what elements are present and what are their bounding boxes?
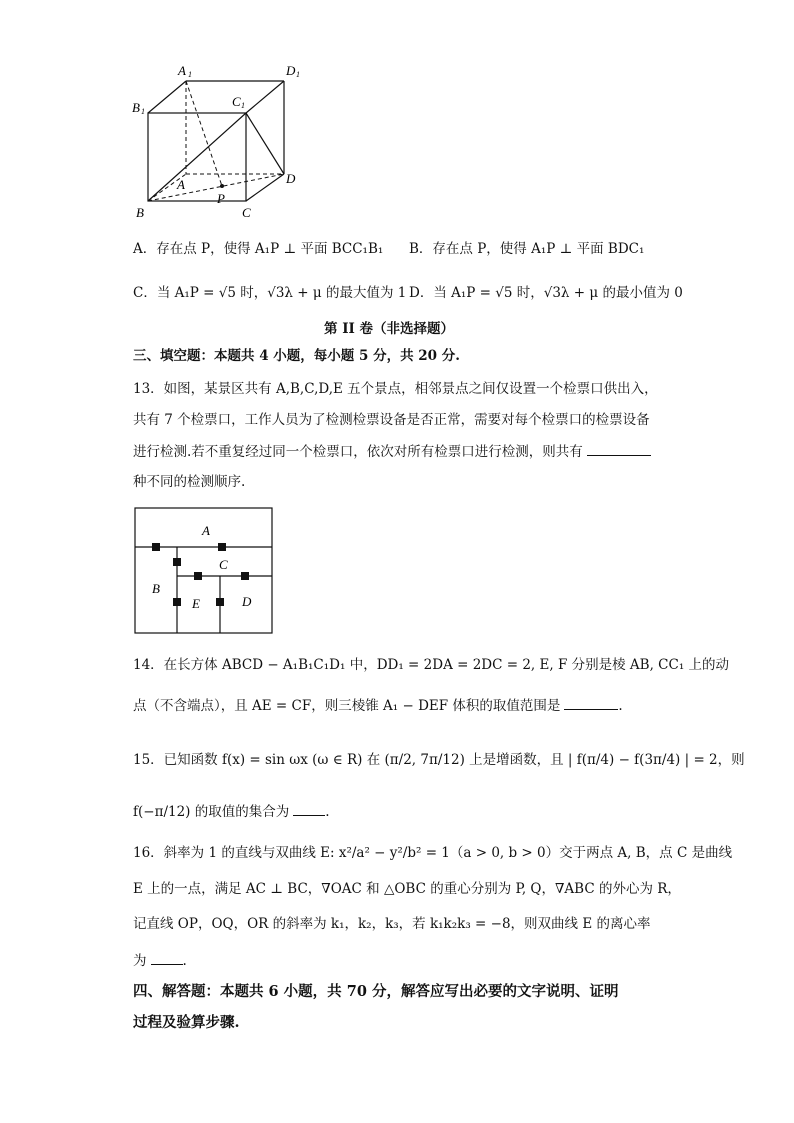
label-a: A xyxy=(177,177,185,192)
label-c: C xyxy=(242,205,251,220)
option-a: A．存在点 P，使得 A₁P ⊥ 平面 BCC₁B₁ xyxy=(133,241,384,257)
map-label-b: B xyxy=(152,581,160,596)
label-b1: B xyxy=(132,100,140,115)
q13-line3: 进行检测.若不重复经过同一个检票口，依次对所有检票口进行检测，则共有 xyxy=(133,441,651,462)
q15-line1: 15．已知函数 f(x) = sin ωx (ω ∈ R) 在 (π/2, 7π/12) 上是增函数，且 | f(π/4) − f(3π/4) | = 2，则 xyxy=(133,752,745,768)
map-label-d: D xyxy=(242,594,252,609)
q13-line2: 共有 7 个检票口，工作人员为了检测检票设备是否正常，需要对每个检票口的检票设备 xyxy=(133,412,650,428)
map-figure xyxy=(134,507,274,635)
option-c: C．当 A₁P = √5 时，√3λ + μ 的最大值为 1 xyxy=(133,285,407,301)
q14-blank xyxy=(564,695,618,710)
q14-line2: 点（不含端点），且 AE = CF，则三棱锥 A₁ − DEF 体积的取值范围是 . xyxy=(133,695,623,716)
point-p xyxy=(220,184,224,188)
cube-figure xyxy=(128,58,328,223)
q16-blank xyxy=(151,950,183,965)
q15-blank xyxy=(293,801,325,816)
option-d: D．当 A₁P = √5 时，√3λ + μ 的最小值为 0 xyxy=(409,285,683,301)
q16-line4: 为 . xyxy=(133,950,187,971)
label-b: B xyxy=(136,205,144,220)
q16-line3: 记直线 OP，OQ，OR 的斜率为 k₁，k₂，k₃，若 k₁k₂k₃ = −8，则双曲线 E 的离心率 xyxy=(133,916,651,932)
svg-text:1: 1 xyxy=(141,107,145,116)
svg-text:1: 1 xyxy=(296,70,300,79)
q16-line1: 16．斜率为 1 的直线与双曲线 E: x²/a² − y²/b² = 1（a > 0, b > 0）交于两点 A, B，点 C 是曲线 xyxy=(133,845,733,861)
q13-line4: 种不同的检测顺序. xyxy=(133,474,246,490)
section4-line1: 四、解答题：本题共 6 小题，共 70 分，解答应写出必要的文字说明、证明 xyxy=(133,983,619,1000)
q13-line1: 13．如图，某景区共有 A,B,C,D,E 五个景点，相邻景点之间仅设置一个检票口供出入， xyxy=(133,381,658,397)
section4-line2: 过程及验算步骤. xyxy=(133,1014,240,1031)
option-b: B．存在点 P，使得 A₁P ⊥ 平面 BDC₁ xyxy=(409,241,645,257)
label-p: P xyxy=(217,191,225,206)
label-d1: D xyxy=(286,63,296,78)
svg-text:1: 1 xyxy=(241,101,245,110)
label-a1: A xyxy=(178,63,186,78)
q16-line2: E 上的一点，满足 AC ⊥ BC，∇OAC 和 △OBC 的重心分别为 P, Q，∇ABC 的外心为 R， xyxy=(133,881,681,897)
volume-title: 第 II 卷（非选择题） xyxy=(324,321,455,337)
q14-line1: 14．在长方体 ABCD − A₁B₁C₁D₁ 中，DD₁ = 2DA = 2DC = 2, E, F 分别是棱 AB, CC₁ 上的动 xyxy=(133,657,730,673)
svg-text:1: 1 xyxy=(188,70,192,79)
map-label-e: E xyxy=(192,596,200,611)
q15-line2: f(−π/12) 的取值的集合为 . xyxy=(133,801,330,822)
map-label-a: A xyxy=(202,523,210,538)
section3-heading: 三、填空题：本题共 4 小题，每小题 5 分，共 20 分. xyxy=(133,348,460,364)
q13-blank xyxy=(587,441,651,456)
map-label-c: C xyxy=(219,557,228,572)
label-c1: C xyxy=(232,94,241,109)
label-d: D xyxy=(286,171,296,186)
